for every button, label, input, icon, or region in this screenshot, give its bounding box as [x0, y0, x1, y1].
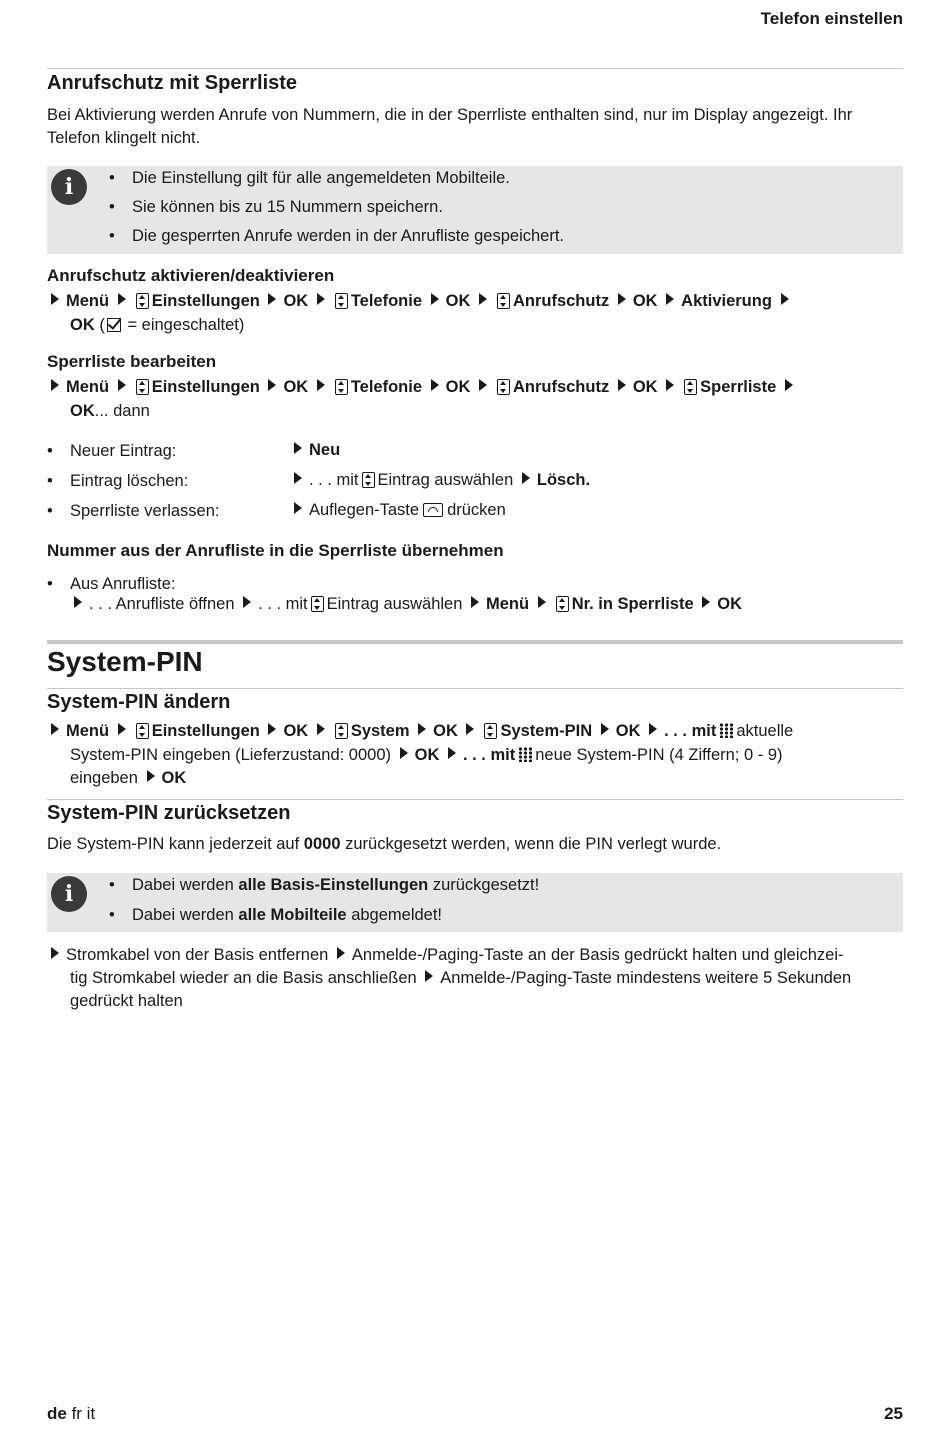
nav-key-icon [136, 293, 149, 309]
step-aktivierung: Aktivierung [681, 292, 772, 310]
arrow-right-icon [243, 596, 251, 608]
chapter-title-system-pin: System-PIN [47, 646, 203, 677]
arrow-right-icon [471, 596, 479, 608]
info-item-basis [132, 874, 539, 896]
edit-row-action-loeschen [290, 469, 590, 492]
info-item-3: Die gesperrten Anrufe werden in der Anrufliste gespeichert. [132, 227, 564, 245]
step-eingeben: eingeben [70, 769, 138, 787]
subsection-title-activate: Anrufschutz aktivieren/deaktivieren [47, 266, 335, 285]
arrow-right-icon [317, 723, 325, 735]
info-item-2: Sie können bis zu 15 Nummern speichern. [132, 198, 443, 216]
step-mit: . . . mit [309, 471, 359, 489]
pin-change-line2 [70, 744, 783, 767]
step-loesch: Lösch. [536, 471, 591, 489]
nav-key-icon [497, 379, 510, 395]
step-druecken: drücken [447, 501, 506, 519]
nav-key-icon [362, 472, 375, 488]
bullet-dot: • [47, 502, 53, 520]
step-anrufschutz: Anrufschutz [512, 292, 610, 310]
step-einstellungen: Einstellungen [151, 378, 260, 396]
step-einstellungen: Einstellungen [151, 722, 260, 740]
nav-key-icon [335, 293, 348, 309]
edit-row-label-verlassen: Sperrliste verlassen: [70, 502, 220, 520]
arrow-right-icon [268, 293, 276, 305]
hangup-key-icon [423, 503, 443, 517]
step-ok: OK [70, 402, 95, 420]
arrow-right-icon [294, 472, 302, 484]
arrow-right-icon [601, 723, 609, 735]
transfer-steps [70, 593, 742, 616]
arrow-right-icon [425, 970, 433, 982]
edit-row-action-verlassen [290, 499, 506, 522]
step-ok: OK [632, 292, 658, 310]
arrow-right-icon [431, 293, 439, 305]
bullet-dot: • [47, 575, 53, 593]
step-taste-halten: Anmelde-/Paging-Taste an der Basis gedrückt halten und gleichzei- [351, 946, 844, 964]
step-stromkabel-entfernen: Stromkabel von der Basis entfernen [66, 946, 329, 964]
arrow-right-icon [649, 723, 657, 735]
arrow-right-icon [294, 442, 302, 454]
edit-steps-line1 [47, 376, 800, 399]
intro-text: zurückgesetzt werden, wenn die PIN verlegt wurde. [345, 835, 722, 853]
arrow-right-icon [448, 747, 456, 759]
pin-reset-intro [47, 833, 903, 856]
language-current: de [47, 1404, 67, 1423]
page-number: 25 [884, 1404, 903, 1423]
bullet-dot: • [109, 227, 115, 245]
step-neu: Neu [309, 441, 341, 459]
arrow-right-icon [666, 379, 674, 391]
arrow-right-icon [268, 379, 276, 391]
section-rule [47, 688, 903, 689]
running-header: Telefon einstellen [760, 9, 903, 28]
arrow-right-icon [294, 502, 302, 514]
info-icon: i [51, 876, 87, 912]
header-rule [47, 68, 903, 69]
step-eintrag-auswaehlen: Eintrag auswählen [377, 471, 514, 489]
step-system: System [350, 722, 410, 740]
subsection-title-edit: Sperrliste bearbeiten [47, 352, 217, 371]
nav-key-icon [335, 723, 348, 739]
arrow-right-icon [74, 596, 82, 608]
step-menu: Menü [66, 378, 110, 396]
arrow-right-icon [317, 379, 325, 391]
keypad-icon [719, 723, 733, 738]
step-pin-eingeben: System-PIN eingeben (Lieferzustand: 0000) [70, 746, 392, 764]
info-item-1: Die Einstellung gilt für alle angemeldeten Mobilteile. [132, 169, 510, 187]
edit-steps-line2 [70, 400, 150, 423]
step-taste-5-sekunden: Anmelde-/Paging-Taste mindestens weitere 5 Sekunden [440, 969, 852, 987]
step-mit: . . . mit [258, 595, 308, 613]
step-ok: OK [433, 722, 458, 740]
step-nr-in-sperrliste: Nr. in Sperrliste [571, 595, 694, 613]
info-text-bold: alle Basis-Einstellungen [238, 876, 429, 894]
step-aktuelle: aktuelle [736, 722, 794, 740]
arrow-right-icon [51, 947, 59, 959]
arrow-right-icon [147, 770, 155, 782]
arrow-right-icon [618, 379, 626, 391]
step-stromkabel-anschliessen: tig Stromkabel wieder an die Basis anschließen [70, 969, 417, 987]
activate-steps-line1 [47, 290, 796, 313]
step-ok: OK [161, 769, 187, 787]
arrow-right-icon [702, 596, 710, 608]
step-mit: . . . mit [664, 722, 717, 740]
info-text: Dabei werden [132, 876, 234, 894]
nav-key-icon [335, 379, 348, 395]
subsection-title-transfer: Nummer aus der Anrufliste in die Sperrliste übernehmen [47, 541, 504, 560]
nav-key-icon [136, 379, 149, 395]
reset-steps-line1 [47, 944, 844, 967]
bullet-dot: • [109, 198, 115, 216]
chapter-rule [47, 640, 903, 644]
bullet-dot: • [109, 876, 115, 894]
arrow-right-icon [666, 293, 674, 305]
arrow-right-icon [466, 723, 474, 735]
arrow-right-icon [317, 293, 325, 305]
bullet-dot: • [109, 169, 115, 187]
pin-change-line3 [70, 767, 186, 790]
arrow-right-icon [479, 293, 487, 305]
paren: ( [99, 316, 105, 334]
edit-row-label-neu: Neuer Eintrag: [70, 442, 177, 460]
intro-text: Die System-PIN kann jederzeit auf [47, 835, 300, 853]
nav-key-icon [684, 379, 697, 395]
info-text: zurückgesetzt! [432, 876, 540, 894]
checkbox-checked-icon [107, 318, 121, 332]
step-ok: OK [283, 722, 309, 740]
transfer-label: Aus Anrufliste: [70, 575, 176, 593]
bullet-dot: • [47, 442, 53, 460]
step-system-pin: System-PIN [500, 722, 593, 740]
arrow-right-icon [337, 947, 345, 959]
step-ok: OK [445, 378, 471, 396]
arrow-right-icon [431, 379, 439, 391]
step-ok: OK [70, 316, 95, 334]
step-auflegen-taste: Auflegen-Taste [309, 501, 420, 519]
pin-change-line1 [47, 720, 793, 743]
arrow-right-icon [118, 723, 126, 735]
info-text-bold: alle Mobilteile [238, 906, 347, 924]
step-ok: OK [283, 378, 309, 396]
step-neue-pin: neue System-PIN (4 Ziffern; 0 - 9) [535, 746, 783, 764]
step-mit: . . . mit [462, 746, 516, 764]
step-ok: OK [615, 722, 641, 740]
nav-key-icon [136, 723, 149, 739]
section-title-pin-aendern: System-PIN ändern [47, 691, 231, 713]
step-ok: OK [445, 292, 471, 310]
info-icon: i [51, 169, 87, 205]
nav-key-icon [497, 293, 510, 309]
arrow-right-icon [418, 723, 426, 735]
arrow-right-icon [118, 293, 126, 305]
step-eingeschaltet: = eingeschaltet) [127, 316, 245, 334]
arrow-right-icon [51, 379, 59, 391]
bullet-dot: • [47, 472, 53, 490]
step-menu: Menü [66, 292, 110, 310]
step-eintrag-auswaehlen: Eintrag auswählen [326, 595, 463, 613]
step-telefonie: Telefonie [350, 378, 423, 396]
step-einstellungen: Einstellungen [151, 292, 260, 310]
arrow-right-icon [538, 596, 546, 608]
step-ok: OK [283, 292, 309, 310]
arrow-right-icon [479, 379, 487, 391]
arrow-right-icon [268, 723, 276, 735]
activate-steps-line2 [70, 314, 244, 337]
info-text: Dabei werden [132, 906, 234, 924]
step-dann: ... dann [94, 402, 150, 420]
edit-row-action-neu [290, 439, 340, 462]
info-item-mobilteile [132, 904, 442, 926]
section-title-pin-reset: System-PIN zurücksetzen [47, 802, 291, 824]
info-box-2 [47, 873, 903, 932]
arrow-right-icon [522, 472, 530, 484]
step-ok: OK [414, 746, 440, 764]
nav-key-icon [484, 723, 497, 739]
keypad-icon [518, 747, 532, 762]
section-intro: Bei Aktivierung werden Anrufe von Nummern, die in der Sperrliste enthalten sind, nur im Display angezeigt. Ihr Telefon klingelt nicht. [47, 106, 853, 147]
arrow-right-icon [785, 379, 793, 391]
step-telefonie: Telefonie [350, 292, 423, 310]
reset-steps-line3: gedrückt halten [70, 992, 183, 1010]
nav-key-icon [556, 596, 569, 612]
arrow-right-icon [400, 747, 408, 759]
step-ok: OK [717, 595, 742, 613]
footer-languages [47, 1404, 95, 1424]
bullet-dot: • [109, 906, 115, 924]
arrow-right-icon [51, 723, 59, 735]
step-ok: OK [632, 378, 658, 396]
section-title-anrufschutz: Anrufschutz mit Sperrliste [47, 72, 298, 94]
step-menu: Menü [66, 722, 110, 740]
section-rule [47, 799, 903, 800]
info-box-1 [47, 166, 903, 254]
arrow-right-icon [781, 293, 789, 305]
reset-steps-line2 [70, 967, 851, 990]
arrow-right-icon [618, 293, 626, 305]
arrow-right-icon [118, 379, 126, 391]
intro-pin-value: 0000 [303, 835, 341, 853]
step-anrufschutz: Anrufschutz [512, 378, 610, 396]
info-text: abgemeldet! [351, 906, 443, 924]
nav-key-icon [311, 596, 324, 612]
step-menu: Menü [486, 595, 530, 613]
language-others: fr it [71, 1404, 96, 1423]
step-sperrliste: Sperrliste [700, 378, 777, 396]
step-anrufliste-oeffnen: . . . Anrufliste öffnen [89, 595, 235, 613]
edit-row-label-loeschen: Eintrag löschen: [70, 472, 189, 490]
arrow-right-icon [51, 293, 59, 305]
